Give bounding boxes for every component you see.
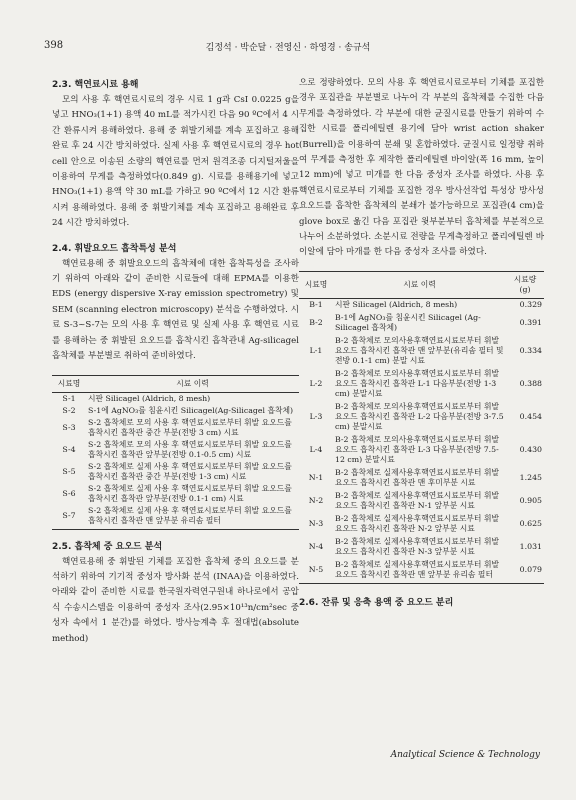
table-header-row	[299, 271, 544, 298]
table-row	[299, 335, 544, 368]
cell-history: B-2 흡착체로 실제사용후핵연료시료로부터 휘발요오드 흡착시킨 흡착관 맨 앞부분 유리솜 필터	[333, 559, 506, 584]
cell-history: B-2 흡착체로 모의사용후핵연료시료로부터 휘발요오드 흡착시킨 흡착관 맨 앞부분(유리솜 필터 및 전방 0.1-1 cm) 분말 시료	[335, 336, 504, 366]
table-row	[52, 439, 299, 461]
table-row	[52, 483, 299, 505]
cell-mass: 0.334	[519, 346, 542, 356]
table-row	[299, 434, 544, 467]
running-head-authors: 김정석 · 박순달 · 전영신 · 하영경 · 송규석	[205, 43, 371, 53]
cell-history: B-2 흡착체로 실제사용후핵연료시료로부터 휘발요오드 흡착시킨 흡착관 N-2 앞부분 시료	[335, 514, 500, 534]
cell-history: B-2 흡착체로 실제사용후핵연료시료로부터 휘발요오드 흡착시킨 흡착관 N-3 앞부분 시료	[335, 537, 500, 557]
table-row	[52, 405, 299, 417]
cell-history: B-2 흡착체로 모의사용후핵연료시료로부터 휘발요오드 흡착시킨 흡착관 L-2 다음부분(전방 3-7.5 cm) 분말시료	[335, 402, 504, 432]
col-header-code: 시료명	[299, 271, 333, 298]
cell-mass: 1.245	[519, 473, 542, 483]
section-body-2-5: 핵연료용해 중 휘발된 기체를 포집한 흡착체 중의 요오드를 분석하기 위하여 기기적 중성자 방사화 분석 (INAA)을 이용하였다. 아래와 같이 준비한 시료를 한국원자력연구원내 하나로에서 공압식 수송시스템을 이용하여 중성자 조사(2.95×10¹³n/cm²sec 중성자 속에서 1 분간)를 하였다. 방사능계측 후 절대법(absolute method)	[52, 556, 299, 644]
cell-history: 시판 Silicagel (Aldrich, 8 mesh)	[88, 393, 211, 403]
cell-code: N-2	[308, 496, 324, 506]
cell-code: S-6	[62, 488, 76, 498]
cell-code: N-5	[299, 559, 333, 584]
cell-code: N-4	[308, 542, 324, 552]
cell-mass: 0.625	[519, 519, 542, 529]
cell-history: S-2 흡착체로 모의 사용 후 핵연료시료로부터 휘발 요오드를 흡착시킨 흡착관 중간 부분(전방 3 cm) 시료	[88, 417, 292, 437]
table-row	[52, 461, 299, 483]
cell-code: N-1	[308, 473, 324, 483]
cell-history: S-2 흡착체로 실제 사용 후 핵연료시료로부터 휘발 요오드를 흡착시킨 흡착관 중간 부분(전방 1-3 cm) 시료	[88, 461, 292, 481]
col-header-history: 시료 이력	[333, 271, 506, 298]
cell-code: S-3	[62, 422, 76, 432]
section-body-2-5-continued: 으로 정량하였다. 모의 사용 후 핵연료시료로부터 기체를 포집한 경우 포집관을 부분별로 나누어 각 부분의 흡착체를 수집한 다음 무게를 측정하였다. 각 부분에 대한 균질시료를 만들기 위하여 수집한 시료를 폴리에틸렌 용기에 담아 wrist action shaker (Burrell)을 이용하여 분쇄 및 혼합하였다. 균질시료 일정량 취하여 무게를 측정한 후 제작한 폴리에틸렌 바이알(폭 16 mm, 높이 12 mm)에 넣고 미개를 한 다음 중성자 조사를 하였다. 사용 후 핵연료시료로부터 기체를 포집한 경우 방사선작업 특성상 방사성 요오드를 흡착한 흡착체의 분쇄가 불가능하므로 포집관(4 cm)을 glove box로 옮긴 다음 포집관 윗부분부터 흡착체를 부분적으로 나누어 소분하였다. 소분시료 전량을 무게측정하고 폴리에틸렌 바이알에 담아 마개를 한 다음 중성자 조사를 하였다.	[299, 78, 544, 258]
cell-history: S-2 흡착체로 모의 사용 후 핵연료시료로부터 휘발 요오드를 흡착시킨 흡착관 앞부분(전방 0.1-0.5 cm) 시료	[88, 439, 292, 459]
cell-code: B-1	[309, 300, 323, 310]
cell-mass: 0.329	[519, 300, 542, 310]
table-row	[299, 401, 544, 434]
cell-code: S-1	[62, 393, 76, 403]
cell-mass: 0.430	[519, 445, 542, 455]
cell-history: S-2 흡착체로 실제 사용 후 핵연료시료로부터 휘발 요오드를 흡착시킨 흡착관 맨 앞부분 유리솜 필터	[86, 505, 299, 530]
cell-code: N-3	[308, 519, 324, 529]
table-header-row	[52, 375, 299, 392]
cell-code: L-4	[309, 445, 323, 455]
cell-history: S-2 흡착체로 실제 사용 후 핵연료시료로부터 휘발 요오드를 흡착시킨 흡착관 앞부분(전방 0.1-1 cm) 시료	[88, 483, 292, 503]
cell-code: L-1	[309, 346, 323, 356]
cell-mass: 0.391	[519, 318, 542, 328]
col-header-history: 시료 이력	[86, 375, 299, 392]
table-row	[299, 536, 544, 559]
section-body-2-3: 모의 사용 후 핵연료시료의 경우 시료 1 g과 CsI 0.0225 g을 넣고 HNO₃(1+1) 용액 40 mL를 적가시킨 다음 90 ºC에서 4 시간 환류시켜 용해하였다. 용해 중 휘발기체를 계속 포집하고 용해완료 후 24 시간 방치하였다. 실제 사용 후 핵연료시료의 경우 hot cell 안으로 이송된 소량의 핵연료를 먼저 원격조종 디지털저울을 이용하여 무게를 측정하였다(0.849 g). 시료를 용해용기에 넣고 HNO₃(1+1) 용액 약 30 mL를 가하고 90 ºC에서 12 시간 환류시켜 용해하였다. 용해 중 휘발기체를 계속 포집하고 용해완료 후 24 시간 방치하였다.	[52, 95, 299, 229]
cell-code: S-4	[62, 444, 76, 454]
cell-code: B-2	[309, 318, 323, 328]
table-row	[299, 490, 544, 513]
table-row	[52, 392, 299, 405]
journal-footer: Analytical Science & Technology	[390, 750, 540, 760]
section-heading-2-6: 2.6. 잔류 및 응축 용액 중 요오드 분리	[299, 598, 454, 609]
cell-mass: 1.031	[519, 542, 542, 552]
cell-history: B-2 흡착체로 모의사용후핵연료시료로부터 휘발요오드 흡착시킨 흡착관 L-1 다음부분(전방 1-3 cm) 분말시료	[335, 369, 500, 399]
section-heading-2-4: 2.4. 휘발요오드 흡착특성 분석	[52, 243, 177, 254]
sample-table-bln	[299, 271, 544, 585]
section-heading-2-5: 2.5. 흡착체 중 요오드 분석	[52, 541, 163, 552]
cell-mass: 0.079	[506, 559, 544, 584]
cell-history: S-1에 AgNO₃를 침윤시킨 Silicagel(Ag-Silicagel 흡착체)	[88, 405, 294, 415]
sample-table-s	[52, 375, 299, 530]
cell-history: B-2 흡착체로 실제사용후핵연료시료로부터 휘발요오드 흡착시킨 흡착관 맨 후미부분 시료	[335, 468, 500, 488]
section-heading-2-3: 2.3. 핵연료시료 용해	[52, 80, 139, 90]
cell-history: B-1에 AgNO₃를 침윤시킨 Silicagel (Ag-Silicagel 흡착체)	[335, 313, 481, 333]
left-column	[52, 78, 299, 657]
section-body-2-4: 핵연료용해 중 휘발요오드의 흡착체에 대한 흡착특성을 조사하기 위하여 아래와 같이 준비한 시료들에 대해 EPMA를 이용한 EDS (energy dispersive X-ray emission spectrometry) 및 SEM (scanning electron microscopy) 분석을 수행하였다. 시료 S-3~S-7는 모의 사용 후 핵연료 및 실제 사용 후 핵연료 시료를 용해하는 중 휘발된 요오드를 흡착시킨 흡착관내 Ag-silicagel 흡착체를 부분별로 취하여 준비하였다.	[52, 258, 299, 362]
table-row	[299, 559, 544, 584]
table-row	[299, 298, 544, 312]
cell-history: 시판 Silicagel (Aldrich, 8 mesh)	[335, 300, 458, 310]
cell-code: S-5	[62, 466, 76, 476]
cell-mass: 0.905	[519, 496, 542, 506]
table-row	[299, 467, 544, 490]
table-row	[299, 312, 544, 335]
cell-code: L-3	[309, 412, 323, 422]
cell-history: B-2 흡착체로 실제사용후핵연료시료로부터 휘발요오드 흡착시킨 흡착관 N-1 앞부분 시료	[335, 491, 500, 511]
table-row	[299, 513, 544, 536]
col-header-mass: 시료량 (g)	[506, 271, 544, 298]
cell-mass: 0.454	[519, 412, 542, 422]
cell-code: S-7	[52, 505, 86, 530]
cell-code: L-2	[309, 379, 323, 389]
col-header-code: 시료명	[52, 375, 86, 392]
cell-code: S-2	[62, 405, 76, 415]
table-row	[52, 505, 299, 530]
table-row	[52, 417, 299, 439]
page-number: 398	[44, 40, 64, 51]
cell-history: B-2 흡착체로 모의사용후핵연료시료로부터 휘발요오드 흡착시킨 흡착관 L-3 다음부분(전방 7.5-12 cm) 분말시료	[335, 435, 500, 465]
table-row	[299, 368, 544, 401]
cell-mass: 0.388	[519, 379, 542, 389]
right-column	[299, 76, 544, 611]
